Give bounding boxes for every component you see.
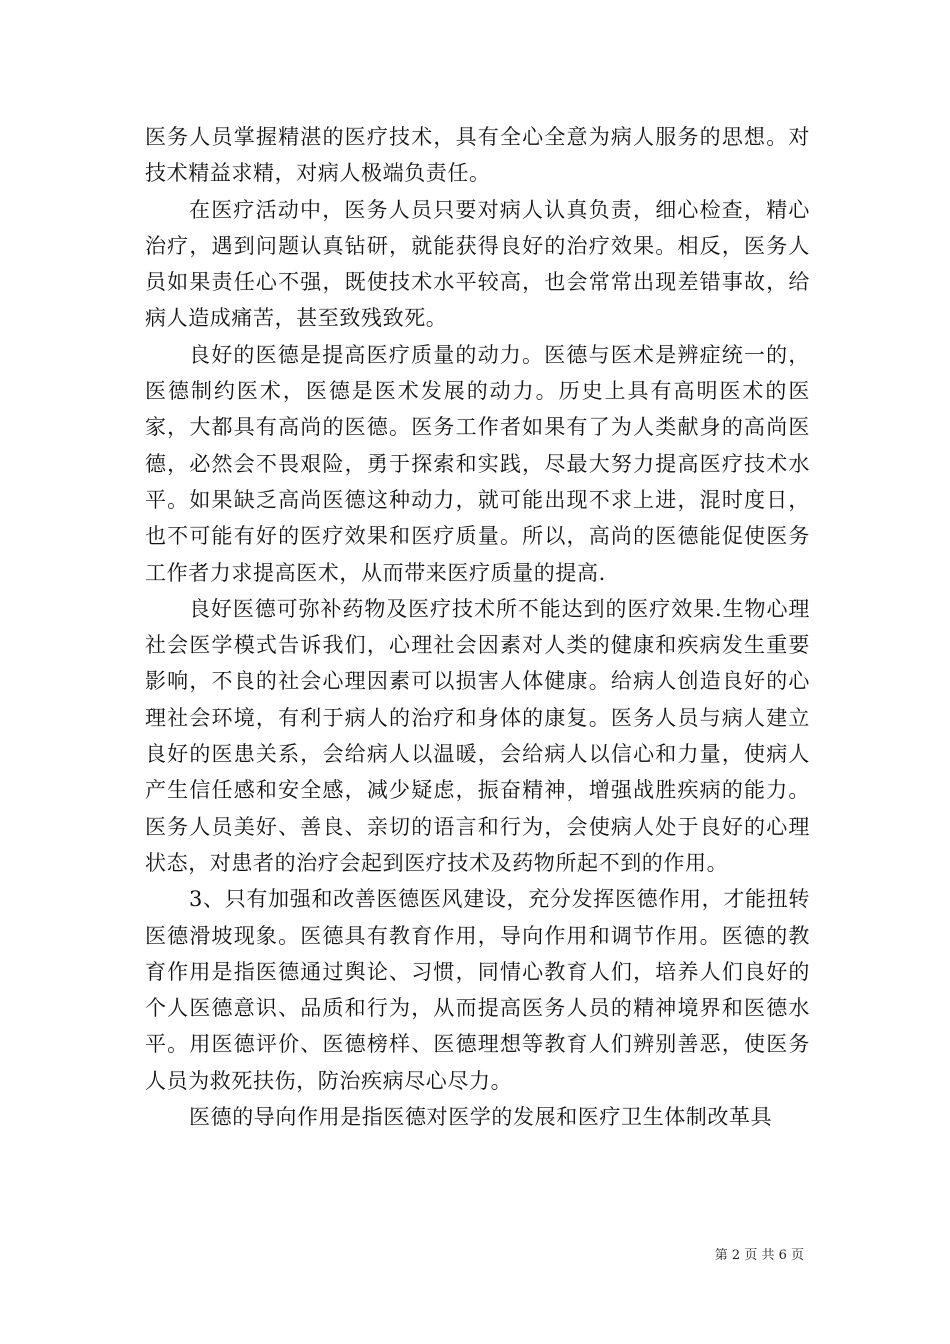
paragraph-2: 在医疗活动中，医务人员只要对病人认真负责，细心检查，精心治疗，遇到问题认真钻研，就能获得良好的治疗效果。相反，医务人员如果责任心不强，既使技术水平较高，也会常常出现差错事故，给病人造成痛苦，甚至致残致死。 xyxy=(145,197,810,331)
paragraph-1: 医务人员掌握精湛的医疗技术，具有全心全意为病人服务的思想。对技术精益求精，对病人极端负责任。 xyxy=(145,125,810,186)
paragraph-3: 良好的医德是提高医疗质量的动力。医德与医术是辨症统一的，医德制约医术，医德是医术发展的动力。历史上具有高明医术的医家，大都具有高尚的医德。医务工作者如果有了为人类献身的高尚医德，必然会不畏艰险，勇于探索和实践，尽最大努力提高医疗技术水平。如果缺乏高尚医德这种动力，就可能出现不求上进，混时度日，也不可能有好的医疗效果和医疗质量。所以，高尚的医德能促使医务工作者力求提高医术，从而带来医疗质量的提高. xyxy=(145,342,810,585)
page-number-footer: 第 2 页 共 6 页 xyxy=(714,1248,804,1263)
paragraph-4: 良好医德可弥补药物及医疗技术所不能达到的医疗效果.生物心理社会医学模式告诉我们，心理社会因素对人类的健康和疾病发生重要影响，不良的社会心理因素可以损害人体健康。给病人创造良好的心理社会环境，有利于病人的治疗和身体的康复。医务人员与病人建立良好的医患关系，会给病人以温暖，会给病人以信心和力量，使病人产生信任感和安全感，减少疑虑，振奋精神，增强战胜疾病的能力。医务人员美好、善良、亲切的语言和行为，会使病人处于良好的心理状态，对患者的治疗会起到医疗技术及药物所起不到的作用。 xyxy=(145,596,810,875)
document-body xyxy=(145,119,810,1135)
paragraph-6: 医德的导向作用是指医德对医学的发展和医疗卫生体制改革具 xyxy=(189,1105,773,1130)
paragraph-5: 3、只有加强和改善医德医风建设，充分发挥医德作用，才能扭转医德滑坡现象。医德具有教育作用，导向作用和调节作用。医德的教育作用是指医德通过舆论、习惯，同情心教育人们，培养人们良好的个人医德意识、品质和行为，从而提高医务人员的精神境界和医德水平。用医德评价、医德榜样、医德理想等教育人们辨别善恶，使医务人员为救死扶伤，防治疾病尽心尽力。 xyxy=(145,887,810,1093)
